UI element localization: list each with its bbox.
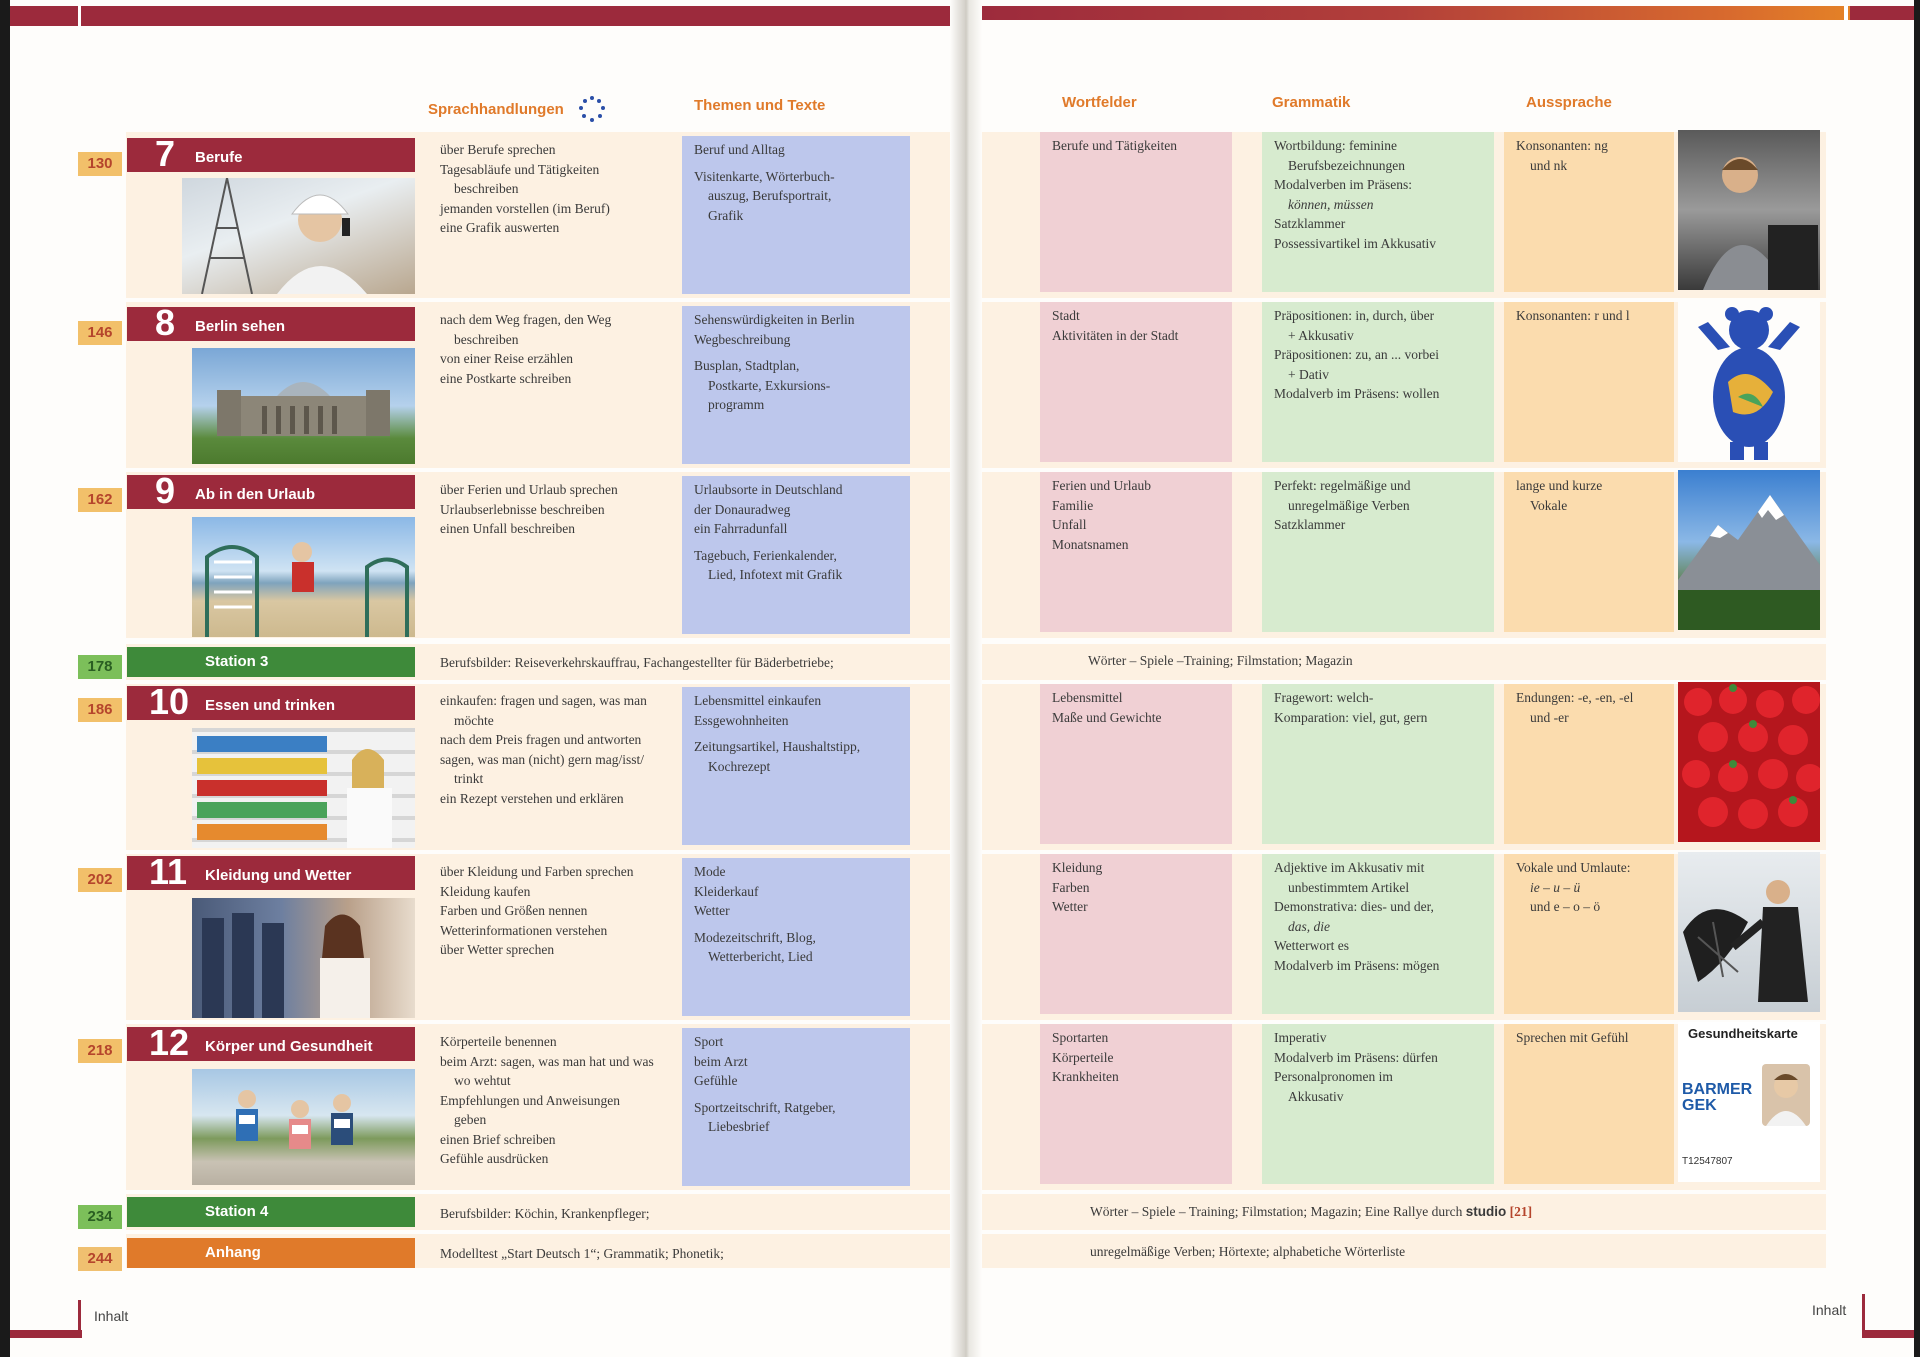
- wortfelder-cell-12: Sportarten Körperteile Krankheiten: [1040, 1024, 1232, 1184]
- footer-right-inhalt: Inhalt: [1812, 1302, 1847, 1318]
- sprach-cell-11: über Kleidung und Farben sprechen Kleidung kaufen Farben und Größen nennen Wetterinformationen verstehen über Wetter sprechen: [440, 864, 634, 957]
- themen-cell-9: Urlaubsorte in Deutschland der Donauradweg ein Fahrradunfall Tagebuch, Ferienkalender, Lied, Infotext mit Grafik: [682, 476, 910, 634]
- grammatik-cell-7: Wortbildung: feminine Berufsbezeichnungen Modalverben im Präsens: können, müssen Satzklammer Possessivartikel im Akkusativ: [1262, 132, 1494, 292]
- grammatik-cell-11: Adjektive im Akkusativ mit unbestimmtem Artikel Demonstrativa: dies- und der, das, die Wetterwort es Modalverb im Präsens: mögen: [1262, 854, 1494, 1014]
- card-portrait: [1762, 1064, 1810, 1126]
- aussprache-cell-10: Endungen: -e, -en, -el und -er: [1504, 684, 1674, 844]
- appendix-title[interactable]: Anhang: [127, 1238, 415, 1268]
- page-number-162: 162: [78, 488, 122, 512]
- column-header-wortfelder: Wortfelder: [1062, 94, 1137, 111]
- page-number-202: 202: [78, 868, 122, 892]
- card-title: Gesundheitskarte: [1688, 1026, 1798, 1041]
- card-number: T12547807: [1682, 1156, 1733, 1167]
- grammatik-cell-9: Perfekt: regelmäßige und unregelmäßige Verben Satzklammer: [1262, 472, 1494, 632]
- photo-reichstag: [192, 348, 415, 464]
- page-number-146: 146: [78, 321, 122, 345]
- sprach-cell-10: einkaufen: fragen und sagen, was man möchte nach dem Preis fragen und antworten sagen, was man (nicht) gern mag/isst/ trinkt ein Rezept verstehen und erklären: [440, 693, 647, 806]
- column-header-aussprache: Aussprache: [1526, 94, 1612, 111]
- wortfelder-cell-10: Lebensmittel Maße und Gewichte: [1040, 684, 1232, 844]
- right-page: [966, 0, 1920, 1357]
- photo-mechanic: [1678, 130, 1820, 290]
- sprach-cell-12: Körperteile benennen beim Arzt: sagen, was man hat und was wo wehtut Empfehlungen und Anweisungen geben einen Brief schreiben Gefühle ausdrücken: [440, 1034, 654, 1166]
- station-3-left-text: Berufsbilder: Reiseverkehrskauffrau, Fachangestellter für Bäderbetriebe;: [440, 655, 834, 670]
- wortfelder-cell-9: Ferien und Urlaub Familie Unfall Monatsnamen: [1040, 472, 1232, 632]
- appendix-left-text: Modelltest „Start Deutsch 1“; Grammatik; Phonetik;: [440, 1246, 724, 1261]
- aussprache-cell-9: lange und kurze Vokale: [1504, 472, 1674, 632]
- column-header-themen: Themen und Texte: [694, 97, 826, 114]
- photo-worker-hardhat: [182, 178, 415, 294]
- card-brand: BARMER GEK: [1682, 1081, 1753, 1114]
- aussprache-cell-7: Konsonanten: ng und nk: [1504, 132, 1674, 292]
- station-3-right-text: Wörter – Spiele –Training; Filmstation; Magazin: [1088, 653, 1353, 668]
- wortfelder-cell-8: Stadt Aktivitäten in der Stadt: [1040, 302, 1232, 462]
- top-bar-right: [966, 6, 1920, 20]
- station-4-left-text: Berufsbilder: Köchin, Krankenpfleger;: [440, 1206, 650, 1221]
- photo-supermarket: [192, 728, 415, 848]
- wortfelder-cell-11: Kleidung Farben Wetter: [1040, 854, 1232, 1014]
- photo-mountain: [1678, 470, 1820, 630]
- themen-cell-12: Sport beim Arzt Gefühle Sportzeitschrift, Ratgeber, Liebesbrief: [682, 1028, 910, 1186]
- chapter-title-12[interactable]: 12 Körper und Gesundheit: [127, 1027, 415, 1061]
- wortfelder-cell-7: Berufe und Tätigkeiten: [1040, 132, 1232, 292]
- chapter-title-9[interactable]: 9 Ab in den Urlaub: [127, 475, 415, 509]
- themen-cell-11: Mode Kleiderkauf Wetter Modezeitschrift, Blog, Wetterbericht, Lied: [682, 858, 910, 1016]
- photo-clothing-shop: [192, 898, 415, 1018]
- page-number-186: 186: [78, 698, 122, 722]
- photo-runners: [192, 1069, 415, 1185]
- column-header-grammatik: Grammatik: [1272, 94, 1351, 111]
- top-bar-left: [10, 6, 966, 26]
- station-title-3[interactable]: Station 3: [127, 647, 415, 677]
- themen-cell-8: Sehenswürdigkeiten in Berlin Wegbeschreibung Busplan, Stadtplan, Postkarte, Exkursions- programm: [682, 306, 910, 464]
- sprach-cell-7: über Berufe sprechen Tagesabläufe und Tätigkeiten beschreiben jemanden vorstellen (im Beruf) eine Grafik auswerten: [440, 142, 610, 235]
- grammatik-cell-12: Imperativ Modalverb im Präsens: dürfen Personalpronomen im Akkusativ: [1262, 1024, 1494, 1184]
- aussprache-cell-8: Konsonanten: r und l: [1504, 302, 1674, 462]
- photo-strawberries: [1678, 682, 1820, 842]
- page-number-234: 234: [78, 1205, 122, 1229]
- photo-buddy-bear: [1678, 302, 1820, 462]
- chapter-title-10[interactable]: 10 Essen und trinken: [127, 686, 415, 720]
- station-4-right-text: Wörter – Spiele – Training; Filmstation; Magazin; Eine Rallye durch studio [21]: [1090, 1204, 1533, 1219]
- appendix-right-text: unregelmäßige Verben; Hörtexte; alphabetiche Wörterliste: [1090, 1244, 1406, 1259]
- photo-beach-chairs: [192, 517, 415, 637]
- chapter-title-8[interactable]: 8 Berlin sehen: [127, 307, 415, 341]
- book-spine: [950, 0, 982, 1357]
- aussprache-cell-11: Vokale und Umlaute: ie – u – ü und e – o – ö: [1504, 854, 1674, 1014]
- sprach-cell-8: nach dem Weg fragen, den Weg beschreiben von einer Reise erzählen eine Postkarte schreiben: [440, 312, 612, 386]
- photo-umbrella-wind: [1678, 852, 1820, 1012]
- chapter-title-7[interactable]: 7 Berufe: [127, 138, 415, 172]
- grammatik-cell-8: Präpositionen: in, durch, über + Akkusativ Präpositionen: zu, an ... vorbei + Dativ Modalverb im Präsens: wollen: [1262, 302, 1494, 462]
- sprach-cell-9: über Ferien und Urlaub sprechen Urlaubserlebnisse beschreiben einen Unfall beschreiben: [440, 482, 618, 536]
- health-insurance-card: [1678, 1022, 1820, 1182]
- themen-cell-10: Lebensmittel einkaufen Essgewohnheiten Zeitungsartikel, Haushaltstipp, Kochrezept: [682, 687, 910, 845]
- page-number-130: 130: [78, 152, 122, 176]
- grammatik-cell-10: Fragewort: welch- Komparation: viel, gut, gern: [1262, 684, 1494, 844]
- column-header-sprachhandlungen: Sprachhandlungen: [428, 96, 606, 124]
- themen-cell-7: Beruf und Alltag Visitenkarte, Wörterbuch- auszug, Berufsportrait, Grafik: [682, 136, 910, 294]
- chapter-title-11[interactable]: 11 Kleidung und Wetter: [127, 856, 415, 890]
- footer-left-inhalt: Inhalt: [94, 1308, 129, 1324]
- page-number-178: 178: [78, 655, 122, 679]
- page-number-218: 218: [78, 1039, 122, 1063]
- station-title-4[interactable]: Station 4: [127, 1197, 415, 1227]
- aussprache-cell-12: Sprechen mit Gefühl: [1504, 1024, 1674, 1184]
- page-number-244: 244: [78, 1247, 122, 1271]
- eu-stars-icon: [578, 96, 606, 124]
